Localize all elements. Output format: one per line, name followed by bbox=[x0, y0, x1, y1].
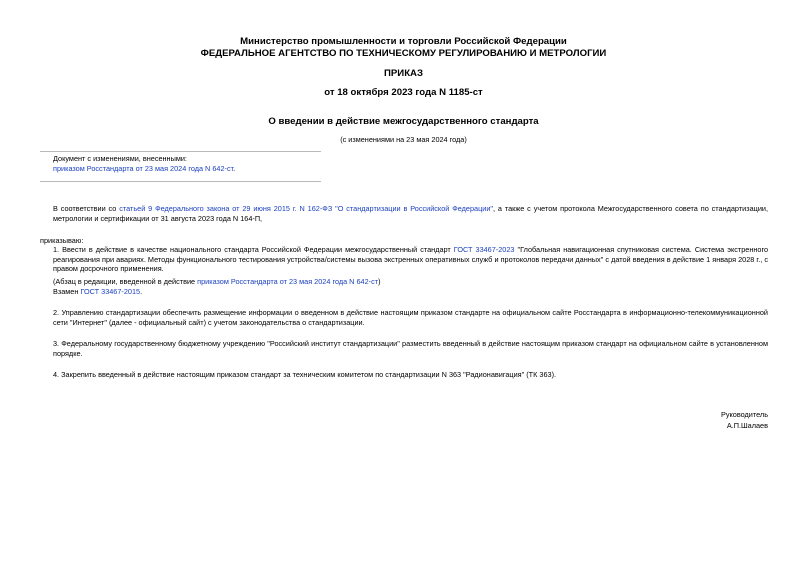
preamble bbox=[40, 204, 768, 223]
item-1-note-suffix: ) bbox=[378, 277, 381, 286]
replaces-prefix: Взамен bbox=[53, 287, 81, 296]
preamble-prefix: В соответствии со bbox=[53, 204, 120, 213]
item-1-note bbox=[40, 277, 768, 287]
divider-top bbox=[40, 151, 321, 152]
item-1-prefix: 1. Ввести в действие в качестве национального стандарта Российской Федерации межгосударственный стандарт bbox=[53, 245, 454, 254]
gost-2015-link[interactable]: ГОСТ 33467-2015 bbox=[80, 287, 141, 296]
signature-position: Руководитель bbox=[720, 410, 768, 419]
amendments-entry bbox=[53, 164, 235, 174]
item-1-note-prefix: (Абзац в редакции, введенной в действие bbox=[53, 277, 198, 286]
item-1-suffix: "Глобальная навигационная спутниковая система. Система экстренного реагирования при авариях. Методы функционального тестирования устройства/системы вызова экстренных оперативных служб и протоколов передачи данных" с датой введения в действие 1 января 2028 г., с правом досрочного применения. bbox=[53, 245, 769, 274]
item-2: 2. Управлению стандартизации обеспечить размещение информации о введенном в действие настоящим приказом стандарте на официальном сайте Росстандарта в информационно-телекоммуникационной сети "Интернет" (далее - официальный сайт) с учетом законодательства о стандартизации. bbox=[53, 308, 768, 327]
amendments-label: Документ с изменениями, внесенными: bbox=[53, 154, 187, 163]
replaces-suffix: . bbox=[140, 287, 143, 296]
law-link[interactable]: статьей 9 Федерального закона от 29 июня 2015 г. N 162-ФЗ "О стандартизации в Российской Федерации" bbox=[119, 204, 494, 213]
amendment-link[interactable]: приказом Росстандарта от 23 мая 2024 года N 642-ст bbox=[53, 164, 234, 173]
amendment-link-suffix: . bbox=[233, 164, 236, 173]
doc-date-number: от 18 октября 2023 года N 1185-ст bbox=[324, 87, 483, 98]
item-1-note-link[interactable]: приказом Росстандарта от 23 мая 2024 года N 642-ст bbox=[197, 277, 379, 286]
amended-note: (с изменениями на 23 мая 2024 года) bbox=[340, 135, 467, 144]
item-1 bbox=[40, 245, 768, 274]
item-3: 3. Федеральному государственному бюджетному учреждению "Российский институт стандартизации" разместить введенный в действие настоящим приказом стандарт на официальном сайте в установленном порядке. bbox=[53, 339, 768, 358]
divider-bottom bbox=[40, 181, 321, 182]
doc-title: О введении в действие межгосударственного стандарта bbox=[268, 116, 539, 127]
item-4: 4. Закрепить введенный в действие настоящим приказом стандарт за техническим комитетом по стандартизации N 363 "Радионавигация" (ТК 363). bbox=[53, 370, 557, 379]
agency-name: ФЕДЕРАЛЬНОЕ АГЕНТСТВО ПО ТЕХНИЧЕСКОМУ РЕГУЛИРОВАНИЮ И МЕТРОЛОГИИ bbox=[200, 48, 607, 59]
item-1-replaces bbox=[40, 287, 768, 297]
ministry-name: Министерство промышленности и торговли Российской Федерации bbox=[240, 36, 567, 47]
preamble-suffix: , а также с учетом протокола Межгосударственного совета по стандартизации, метрологии и сертификации от 31 августа 2023 года N 164-П, bbox=[53, 204, 769, 223]
doc-type: ПРИКАЗ bbox=[384, 68, 423, 79]
gost-2023-link[interactable]: ГОСТ 33467-2023 bbox=[453, 245, 515, 254]
signature-name: А.П.Шалаев bbox=[726, 421, 768, 430]
order-word: приказываю: bbox=[40, 236, 84, 245]
